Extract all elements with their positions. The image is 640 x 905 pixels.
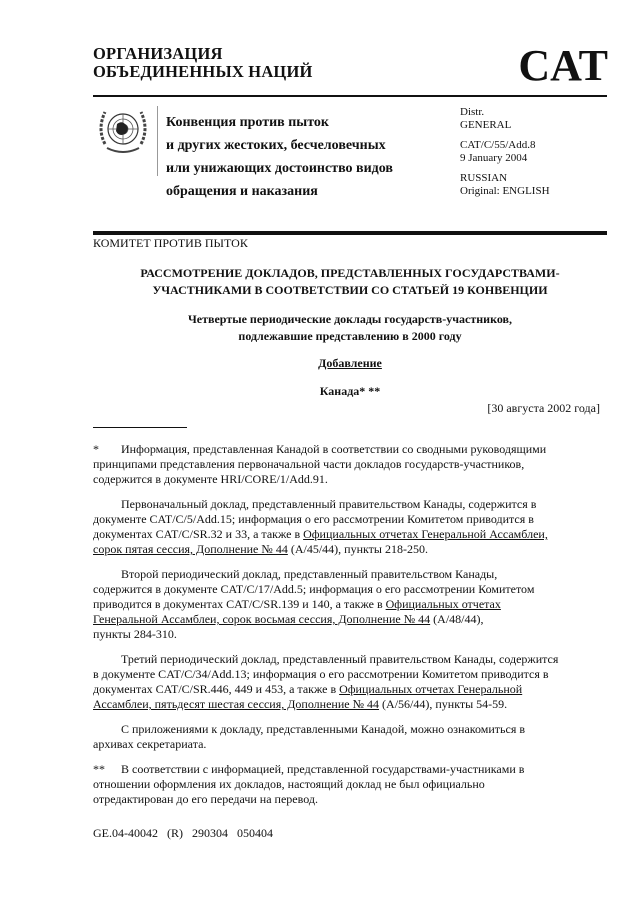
footnote-text: Первоначальный доклад, представленный правительством Канады, содержится в	[121, 497, 537, 511]
footnote-marker: *	[93, 442, 99, 456]
footnote-text: отредактирован до его передачи на перевод.	[93, 792, 318, 806]
footnote-line	[93, 722, 613, 737]
footnote-paragraph	[93, 722, 613, 752]
distr-value: GENERAL	[460, 118, 512, 131]
official-records-reference: Генеральной Ассамблеи, сорок восьмая сессия, Дополнение № 44	[93, 612, 431, 626]
footnote-text: (A/48/44),	[430, 612, 484, 626]
footnote-paragraph	[93, 497, 613, 557]
addendum-label: Добавление	[318, 356, 382, 370]
footnote-line	[93, 777, 613, 792]
footnote-text: документе CAT/C/5/Add.15; информация о его рассмотрении Комитетом приводится в	[93, 512, 534, 526]
footnote-text: (A/45/44), пункты 218-250.	[287, 542, 428, 556]
doc-original-language: Original: ENGLISH	[460, 184, 550, 197]
addendum-heading	[93, 355, 607, 372]
footnote-text: С приложениями к докладу, представленными Канадой, можно ознакомиться в	[121, 722, 526, 736]
country-heading: Канада* **	[319, 384, 381, 398]
title-line: РАССМОТРЕНИЕ ДОКЛАДОВ, ПРЕДСТАВЛЕННЫХ ГОСУДАРСТВАМИ-	[140, 266, 560, 280]
footnote-separator	[93, 427, 187, 428]
footnote-line	[93, 472, 613, 487]
footnote-paragraph	[93, 652, 613, 712]
footnote-text: пункты 284-310.	[93, 627, 177, 641]
footnote-text: содержится в документе HRI/CORE/1/Add.91.	[93, 472, 328, 486]
footnote-text: в документе CAT/C/34/Add.13; информация о его рассмотрении Комитетом приводится в	[93, 667, 549, 681]
footnote-text: документах CAT/C/SR.32 и 33, а также в	[93, 527, 304, 541]
footnote-text: Третий периодический доклад, представленный правительством Канады, содержится	[121, 652, 559, 666]
subtitle	[93, 311, 607, 345]
org-line-2: ОБЪЕДИНЕННЫХ НАЦИЙ	[93, 62, 313, 81]
footnote-line	[93, 497, 613, 512]
subtitle-line: подлежавшие представлению в 2000 году	[238, 329, 462, 343]
subtitle-line: Четвертые периодические доклады государств-участников,	[187, 312, 513, 326]
org-line-1: ОРГАНИЗАЦИЯ	[93, 44, 223, 63]
footnote-paragraph	[93, 762, 613, 807]
footnote-line	[93, 682, 613, 697]
report-date: [30 августа 2002 года]	[487, 401, 600, 415]
footnote-line	[93, 667, 613, 682]
doc-date: 9 January 2004	[460, 151, 528, 164]
committee-name: КОМИТЕТ ПРОТИВ ПЫТОК	[93, 236, 248, 250]
official-records-reference: Официальных отчетах	[385, 597, 501, 611]
doc-symbol: CAT/C/55/Add.8	[460, 139, 536, 151]
convention-line: Конвенция против пыток	[166, 115, 329, 130]
convention-title	[166, 111, 452, 203]
footnote-marker: **	[93, 762, 105, 776]
un-emblem-icon	[95, 104, 151, 158]
footnote-line	[93, 612, 613, 627]
official-records-reference: Официальных отчетах Генеральной	[339, 682, 523, 696]
footnote-text: В соответствии с информацией, представленной государствами-участниками в	[121, 762, 525, 776]
footnote-line	[93, 542, 613, 557]
convention-line: и других жестоких, бесчеловечных	[166, 138, 386, 153]
footnote-paragraph	[93, 442, 613, 487]
doc-language: RUSSIAN	[460, 172, 508, 184]
footnote-text: содержится в документе CAT/C/17/Add.5; информация о его рассмотрении Комитетом	[93, 582, 535, 596]
footnotes	[93, 442, 613, 807]
footnote-line	[93, 737, 613, 752]
distr-label: Distr.	[460, 106, 485, 118]
header-thick-divider	[93, 231, 607, 235]
footnote-line	[93, 527, 613, 542]
footnote-line	[93, 442, 613, 457]
footnote-text: архивах секретариата.	[93, 737, 207, 751]
footnote-text: Второй периодический доклад, представленный правительством Канады,	[121, 567, 498, 581]
document-symbol-large: CAT	[518, 41, 608, 90]
official-records-reference: сорок пятая сессия, Дополнение № 44	[93, 542, 288, 556]
footnote-text: документах CAT/C/SR.446, 449 и 453, а также в	[93, 682, 340, 696]
footnote-line	[93, 697, 613, 712]
footnote-text: принципами представления первоначальной части докладов государств-участников,	[93, 457, 525, 471]
footnote-line	[93, 567, 613, 582]
title-line: УЧАСТНИКАМИ В СООТВЕТСТВИИ СО СТАТЬЕЙ 19 КОНВЕНЦИИ	[152, 283, 548, 297]
footnote-line	[93, 792, 613, 807]
official-records-reference: Официальных отчетах Генеральной Ассамблеи,	[303, 527, 548, 541]
footnote-line	[93, 597, 613, 612]
main-title	[93, 265, 607, 299]
footnote-text: приводится в документах CAT/C/SR.139 и 140, а также в	[93, 597, 386, 611]
footnote-text: (A/56/44), пункты 54-59.	[379, 697, 508, 711]
document-metadata	[460, 106, 550, 197]
footnote-text: отношении оформления их докладов, настоящий доклад не был официально	[93, 777, 485, 791]
convention-line: обращения и наказания	[166, 184, 318, 199]
footnote-line	[93, 652, 613, 667]
footnote-line	[93, 582, 613, 597]
footnote-line	[93, 512, 613, 527]
official-records-reference: Ассамблеи, пятьдесят шестая сессия, Дополнение № 44	[93, 697, 380, 711]
footnote-line	[93, 457, 613, 472]
footnote-line	[93, 627, 613, 642]
convention-line: или унижающих достоинство видов	[166, 161, 393, 176]
header-divider	[93, 95, 607, 97]
document-job-number: GE.04-40042 (R) 290304 050404	[93, 826, 273, 840]
organization-name	[93, 45, 313, 81]
footnote-text: Информация, представленная Канадой в соответствии со сводными руководящими	[121, 442, 547, 456]
emblem-divider	[157, 106, 158, 176]
footnote-paragraph	[93, 567, 613, 642]
footnote-line	[93, 762, 613, 777]
